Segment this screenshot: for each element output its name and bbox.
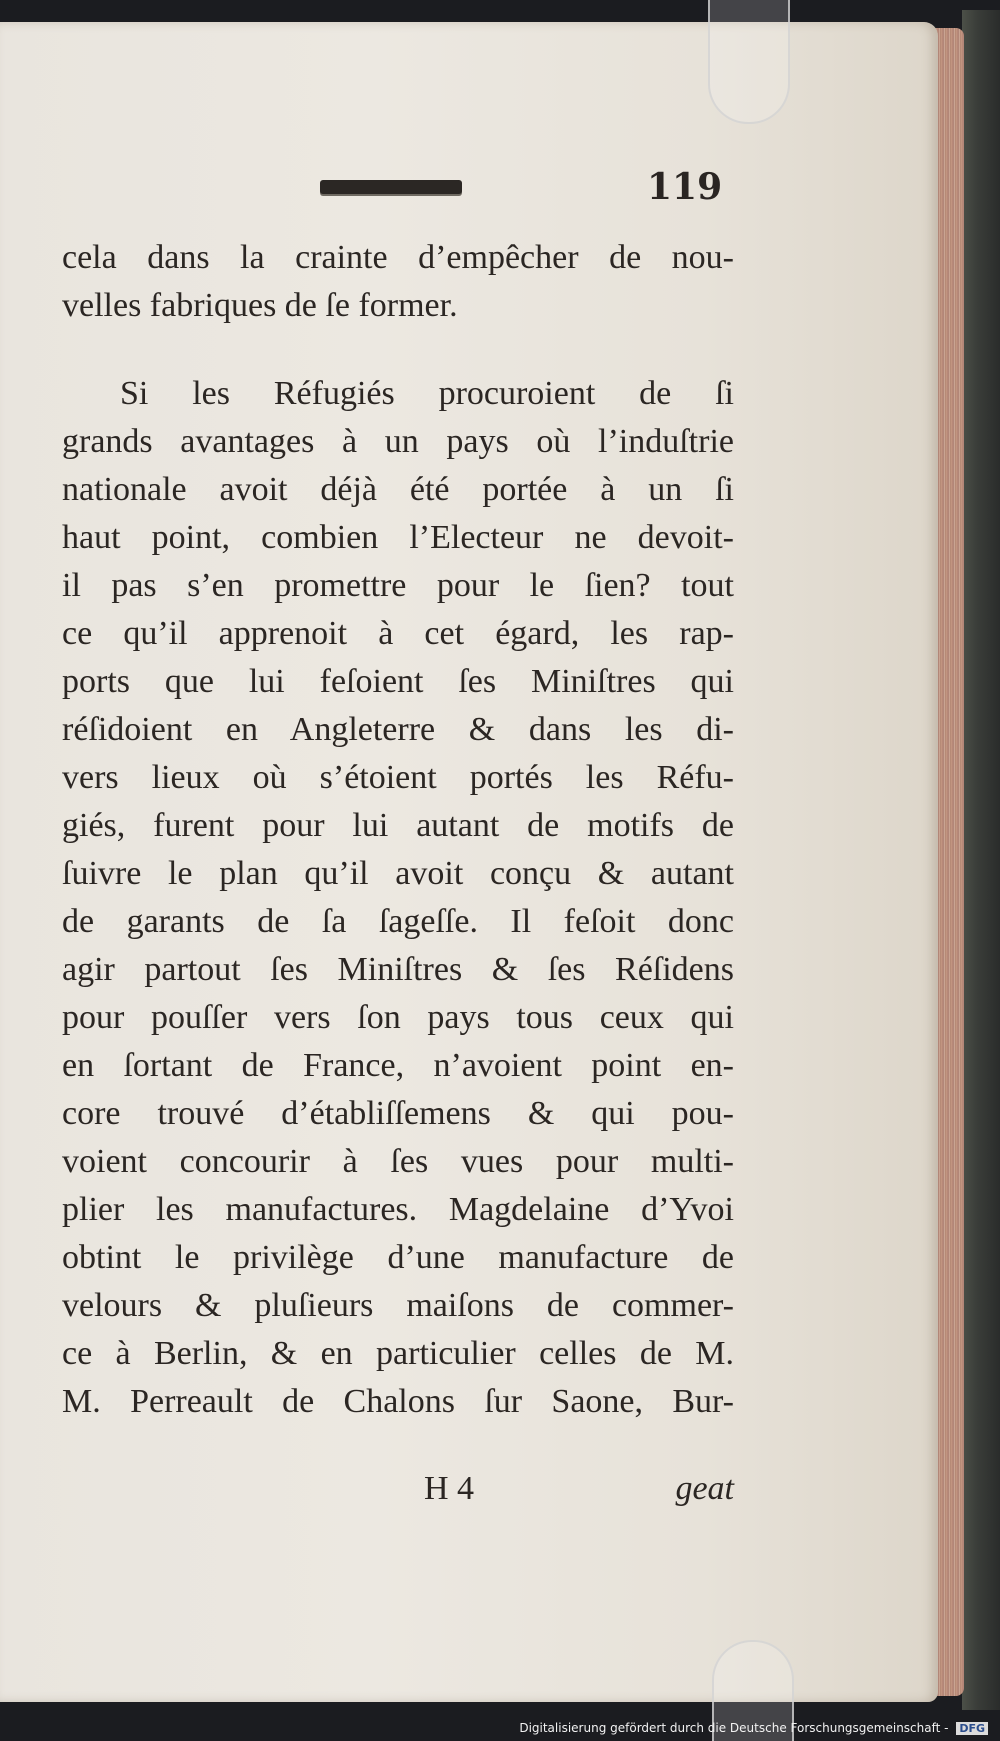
text-line: ce qu’il apprenoit à cet égard, les rap- — [62, 615, 734, 652]
text-line: voient concourir à ſes vues pour multi- — [62, 1143, 734, 1180]
text-line: nationale avoit déjà été portée à un ſi — [62, 471, 734, 508]
credit-text: Digitalisierung gefördert durch die Deutsche Forschungsgemeinschaft - — [519, 1721, 949, 1735]
text-line: obtint le privilège d’une manufacture de — [62, 1239, 734, 1276]
ornamental-rule — [320, 180, 462, 194]
text-line: ce à Berlin, & en particulier celles de M. — [62, 1335, 734, 1372]
text-line: haut point, combien l’Electeur ne devoit- — [62, 519, 734, 556]
text-line: core trouvé d’établiſſemens & qui pou- — [62, 1095, 734, 1132]
text-line: giés, furent pour lui autant de motifs de — [62, 807, 734, 844]
text-line: pour pouſſer vers ſon pays tous ceux qui — [62, 999, 734, 1036]
text-line: cela dans la crainte d’empêcher de nou- — [62, 239, 734, 276]
text-line: ſuivre le plan qu’il avoit conçu & autant — [62, 855, 734, 892]
text-line: réſidoient en Angleterre & dans les di- — [62, 711, 734, 748]
text-line: il pas s’en promettre pour le ſien? tout — [62, 567, 734, 604]
paragraph-1 — [62, 234, 734, 330]
text-line: grands avantages à un pays où l’induſtrie — [62, 423, 734, 460]
page-clip-top — [708, 0, 790, 124]
signature-mark: H 4 — [424, 1470, 475, 1507]
text-line: vers lieux où s’étoient portés les Réfu- — [62, 759, 734, 796]
book-cover — [962, 10, 1000, 1710]
text-line: velles fabriques de ſe former. — [62, 287, 458, 324]
dfg-logo: DFG — [956, 1722, 988, 1735]
catchword: geat — [675, 1470, 734, 1507]
text-line: Si les Réfugiés procuroient de ſi — [120, 375, 734, 412]
text-line: agir partout ſes Miniſtres & ſes Réſidens — [62, 951, 734, 988]
paragraph-gap — [62, 330, 734, 370]
text-line: en ſortant de France, n’avoient point en- — [62, 1047, 734, 1084]
text-line: M. Perreault de Chalons ſur Saone, Bur- — [62, 1383, 734, 1420]
text-line: ports que lui feſoient ſes Miniſtres qui — [62, 663, 734, 700]
text-line: plier les manufactures. Magdelaine d’Yvoi — [62, 1191, 734, 1228]
book-page — [0, 22, 938, 1702]
body-text — [62, 234, 734, 1426]
page-number: 119 — [647, 166, 723, 208]
text-line: de garants de ſa ſageſſe. Il feſoit donc — [62, 903, 734, 940]
running-head — [62, 166, 723, 214]
paragraph-2 — [62, 370, 734, 1426]
digitization-credit — [519, 1721, 988, 1735]
page-footer — [62, 1470, 734, 1520]
text-line: velours & pluſieurs maiſons de commer- — [62, 1287, 734, 1324]
